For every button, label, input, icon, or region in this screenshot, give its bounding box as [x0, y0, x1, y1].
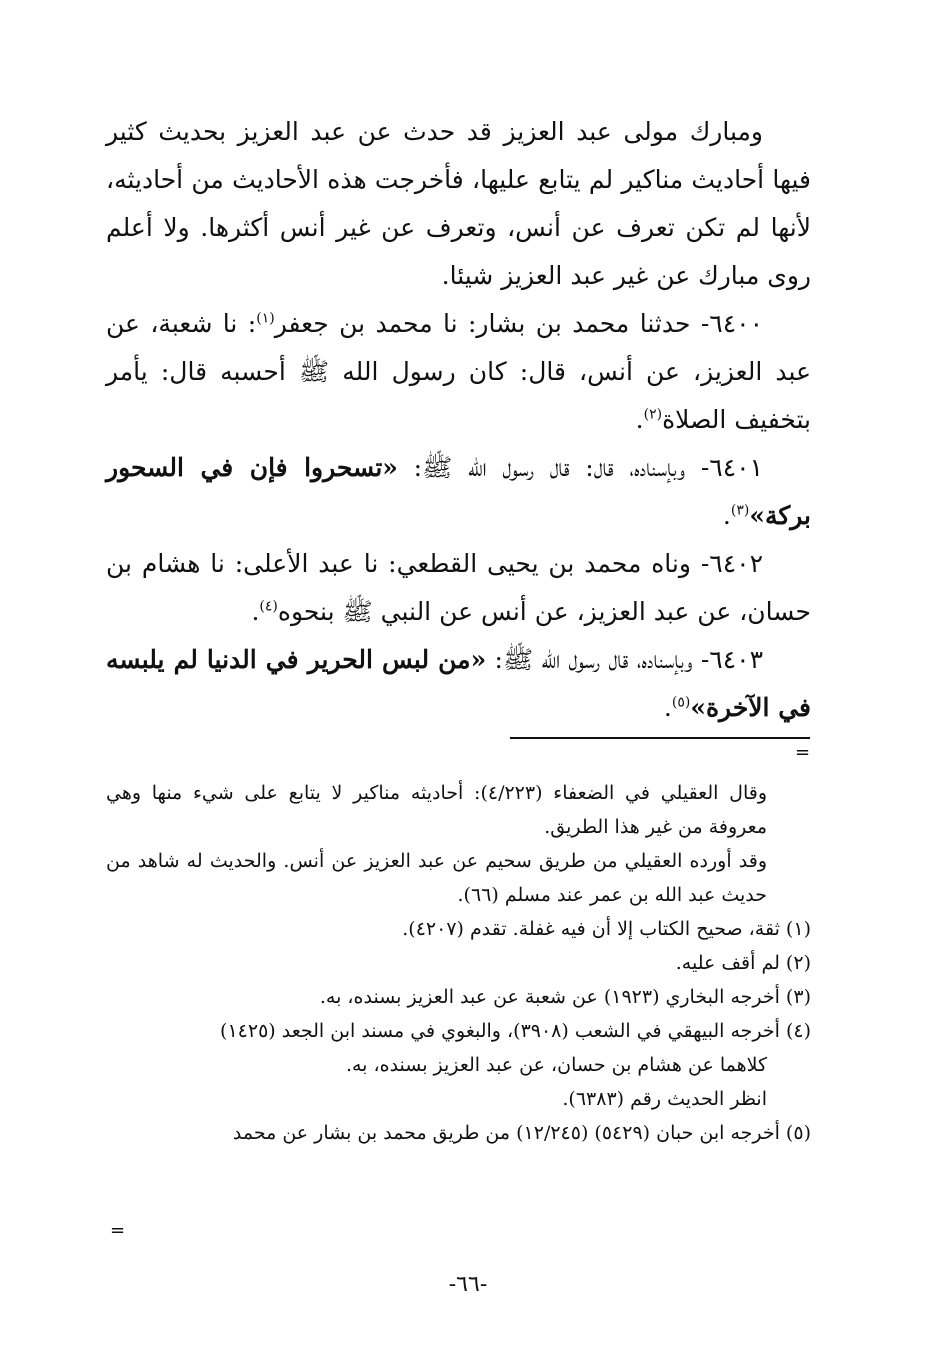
hadith-6400-part-a: ٦٤٠٠- حدثنا محمد بن بشار: نا محمد بن جعفر [274, 309, 764, 338]
paragraph-intro: ومبارك مولى عبد العزيز قد حدث عن عبد العزيز بحديث كثير فيها أحاديث مناكير لم يتابع عليها، فأخرجت هذه الأحاديث من أحاديثه، لأنها لم تكن تعرف عن أنس، وتعرف عن غير أنس أكثرها. ولا أعلم روى مبارك عن غير عبد العزيز شيئا. [106, 117, 811, 290]
continuation-mark-bottom: = [110, 1220, 126, 1241]
hadith-6403-end: . [663, 693, 672, 722]
footnote-ref-4[interactable]: (٤) [259, 598, 278, 615]
hadith-6400-end: . [635, 405, 644, 434]
continuation-mark-top: = [795, 742, 811, 763]
hadith-6400 [106, 300, 811, 444]
main-text [106, 108, 811, 732]
footnote-separator [510, 737, 810, 739]
footnote-ref-3[interactable]: (٣) [730, 502, 750, 519]
hadith-6402 [106, 540, 811, 636]
footnote-5: (٥) أخرجه ابن حبان (٥٤٢٩) (١٢/٢٤٥) من طريق محمد بن بشار عن محمد [232, 1122, 811, 1144]
footnote-4: (٤) أخرجه البيهقي في الشعب (٣٩٠٨)، والبغوي في مسند ابن الجعد (١٤٢٥) [220, 1020, 811, 1042]
hadith-6400-part-b: : نا شعبة، عن عبد العزيز، عن أنس، قال: كان رسول الله ﷺ أحسبه قال: يأمر بتخفيف الصلاة [106, 309, 811, 434]
hadith-6403 [106, 636, 811, 732]
hadith-6403-part-a: ٦٤٠٣- وبإسناده، قال رسول الله ﷺ: [486, 645, 763, 674]
footnote-continuation-1: وقال العقيلي في الضعفاء (٤/٢٢٣): أحاديثه مناكير لا يتابع على شيء منها وهي معروفة من غير هذا الطريق. [106, 782, 768, 838]
footnote-1: (١) ثقة، صحيح الكتاب إلا أن فيه غفلة. تقدم (٤٢٠٧). [402, 918, 811, 940]
footnote-2: (٢) لم أقف عليه. [675, 952, 811, 974]
footnote-ref-1[interactable]: (١) [256, 310, 275, 327]
hadith-6401-end: . [722, 501, 731, 530]
hadith-6401 [106, 444, 811, 540]
hadith-6403-matn: «من لبس الحرير في الدنيا لم يلبسه في الآخرة» [106, 645, 811, 722]
hadith-6402-end: . [251, 597, 260, 626]
hadith-6401-matn: «تسحروا فإن في السحور بركة» [106, 453, 811, 530]
hadith-6402-part-a: ٦٤٠٢- وناه محمد بن يحيى القطعي: نا عبد الأعلى: نا هشام بن حسان، عن عبد العزيز، عن أنس عن النبي ﷺ بنحوه [106, 549, 811, 626]
footnote-4-line-2: كلاهما عن هشام بن حسان، عن عبد العزيز بسنده، به. [345, 1054, 767, 1076]
page-number: -٦٦- [448, 1272, 488, 1297]
footnote-continuation-2: وقد أورده العقيلي من طريق سحيم عن عبد العزيز عن أنس. والحديث له شاهد من حديث عبد الله بن عمر عند مسلم (٦٦). [106, 850, 767, 906]
footnotes [106, 776, 811, 1150]
footnote-ref-2[interactable]: (٢) [643, 406, 663, 423]
footnote-4-line-3: انظر الحديث رقم (٦٣٨٣). [562, 1088, 767, 1110]
hadith-6401-part-a: ٦٤٠١- وبإسناده، قال: قال رسول الله ﷺ: [397, 453, 764, 482]
footnote-ref-5[interactable]: (٥) [671, 694, 691, 711]
footnote-3: (٣) أخرجه البخاري (١٩٢٣) عن شعبة عن عبد العزيز بسنده، به. [319, 986, 811, 1008]
